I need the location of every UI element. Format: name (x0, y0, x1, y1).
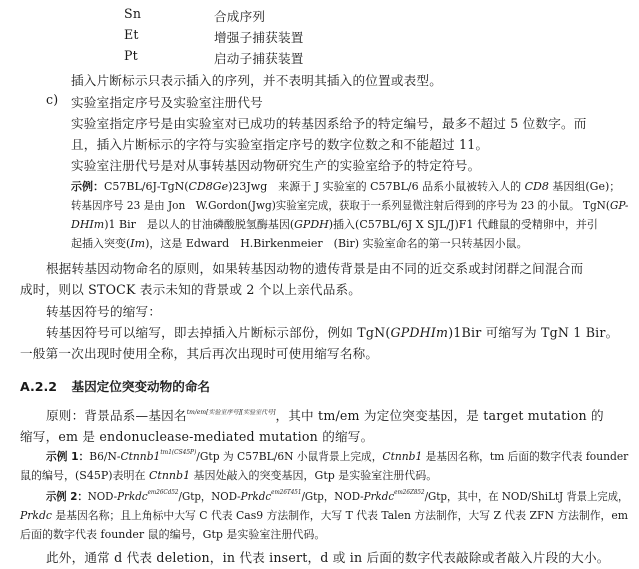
text: 鼠的编号，(S45P)表明在 (20, 469, 150, 482)
abbr-desc-sn: 合成序列 (214, 9, 266, 24)
text: )1 Bir 是以人的甘油磷酸脱氢酶基因( (104, 218, 295, 231)
example2-line2 (20, 507, 628, 523)
gene-italic: CD8 (524, 180, 549, 193)
gene-italic: Im (130, 237, 146, 250)
gene-italic: Prkdc (20, 509, 52, 522)
gene-italic: DHIm (71, 218, 105, 231)
text: ，其中 tm/em 为定位突变基因，是 target mutation 的 (275, 408, 604, 423)
gene-italic: CD8Ge (188, 180, 229, 193)
gene-italic: GPDH (294, 218, 329, 231)
example-c-line3 (71, 216, 598, 232)
gene-italic: Ctnnb1 (149, 469, 191, 482)
abbr-code-et: Et (124, 27, 139, 42)
example1-line1 (46, 448, 628, 464)
example-c-line4 (71, 235, 528, 251)
gene-italic: Prkdc (117, 490, 148, 503)
text: 基因处敲入的突变基因，Gtp 是实验室注册代码。 (190, 469, 438, 482)
text: )，这是 Edward H.Birkenmeier (Bir) 实验室命名的第一只转基因小鼠。 (145, 237, 528, 250)
text: )插入(C57BL/6J X SJL/J)F1 代雌鼠的受精卵中，并引 (328, 218, 598, 231)
example-label: 示例 2： (46, 490, 88, 503)
principle-line2: 缩写，em 是 endonuclease-mediated mutation 的缩写。 (20, 429, 374, 444)
principle-line1 (46, 405, 604, 424)
section-c-para1-line2: 且，插入片断标示的字符与实验室指定序号的数字位数之和不能超过 11。 (71, 137, 489, 152)
abbr-code-pt: Pt (124, 48, 138, 63)
text: /Gtp 为 C57BL/6N 小鼠背景上完成， (196, 450, 383, 463)
gene-italic: GP- (609, 199, 629, 212)
section-heading (20, 376, 210, 395)
abbr-desc-pt: 启动子捕获装置 (214, 51, 304, 66)
text: 原则：背景品系—基因名 (46, 408, 187, 423)
superscript: em26Z852 (394, 489, 425, 496)
example1-line2 (20, 467, 437, 483)
abbrev-line1 (46, 322, 618, 341)
text: 转基因序号 23 是由 Jon W.Gordon(Jwg)实验室完成，获取于一系列显微注射后得到的序号为 23 的小鼠。 TgN( (71, 199, 610, 212)
superscript: em26T451 (271, 489, 302, 496)
example-c-line1 (71, 178, 620, 194)
stock-line1: 根据转基因动物命名的原则，如果转基因动物的遗传背景是由不同的近交系或封闭群之间混合而 (46, 261, 584, 276)
section-c-para1-line1: 实验室指定序号是由实验室对已成功的转基因系给予的特定编号，最多不超过 5 位数字。而 (71, 116, 587, 131)
section-c-para2: 实验室注册代号是对从事转基因动物研究生产的实验室给予的特定符号。 (71, 158, 481, 173)
insert-note: 插入片断标示只表示插入的序列，并不表明其插入的位置或表型。 (71, 73, 443, 88)
section-number: A.2.2 (20, 379, 58, 394)
example2-line3: 后面的数字代表 founder 鼠的编号，Gtp 是实验室注册代码。 (20, 528, 326, 541)
text: NOD- (87, 490, 118, 503)
example-label: 示例 1： (46, 450, 90, 463)
section-c-label: c) (46, 92, 59, 107)
example2-line1 (46, 488, 628, 504)
gene-italic: Prkdc (240, 490, 272, 503)
text: 是基因名称；且上角标中大写 C 代表 Cas9 方法制作，大写 T 代表 Talen 方法制作，大写 Z 代表 ZFN 方法制作，em (51, 509, 629, 522)
text: /Gtp，NOD- (178, 490, 241, 503)
text: )23Jwg 来源于 J 实验室的 C57BL/6 品系小鼠被转入人的 (228, 180, 525, 193)
gene-italic: Prkdc (363, 490, 395, 503)
gene-italic: GPDHIm (390, 325, 449, 340)
section-title: 基因定位突变动物的命名 (71, 379, 210, 394)
abbr-desc-et: 增强子捕获装置 (214, 30, 304, 45)
superscript: tm/em[实验室序号][实验室代号] (186, 409, 276, 416)
gene-italic: Ctnnb1 (382, 450, 423, 463)
stock-line2: 成时，则以 STOCK 表示未知的背景或 2 个以上亲代品系。 (20, 282, 362, 297)
abbr-code-sn: Sn (124, 6, 142, 21)
section-c-title: 实验室指定序号及实验室注册代号 (71, 95, 263, 110)
superscript: em26Cd52 (147, 489, 179, 496)
text: 是基因名称，tm 后面的数字代表 founder (422, 450, 629, 463)
text: 基因组(Ge)； (548, 180, 621, 193)
text: 转基因符号可以缩写，即去掉插入片断标示部份，例如 TgN( (46, 325, 391, 340)
text: /Gtp，其中，在 NOD/ShiLtJ 背景上完成， (424, 490, 629, 503)
final-note: 此外，通常 d 代表 deletion，in 代表 insert，d 或 in 后面的数字代表敲除或者敲入片段的大小。 (46, 550, 610, 565)
superscript: tm1(CS45P) (160, 449, 197, 456)
text: )1Bir 可缩写为 TgN 1 Bir。 (448, 325, 619, 340)
text: C57BL/6J-TgN( (104, 180, 189, 193)
gene-italic: Ctnnb1 (120, 450, 161, 463)
example-c-line2 (71, 197, 628, 213)
abbrev-title: 转基因符号的缩写： (46, 304, 162, 319)
example-label: 示例： (71, 180, 104, 193)
abbrev-line2: 一般第一次出现时使用全称，其后再次出现时可使用缩写名称。 (20, 346, 379, 361)
text: /Gtp，NOD- (301, 490, 364, 503)
text: B6/N- (89, 450, 121, 463)
text: 起插入突变( (71, 237, 131, 250)
